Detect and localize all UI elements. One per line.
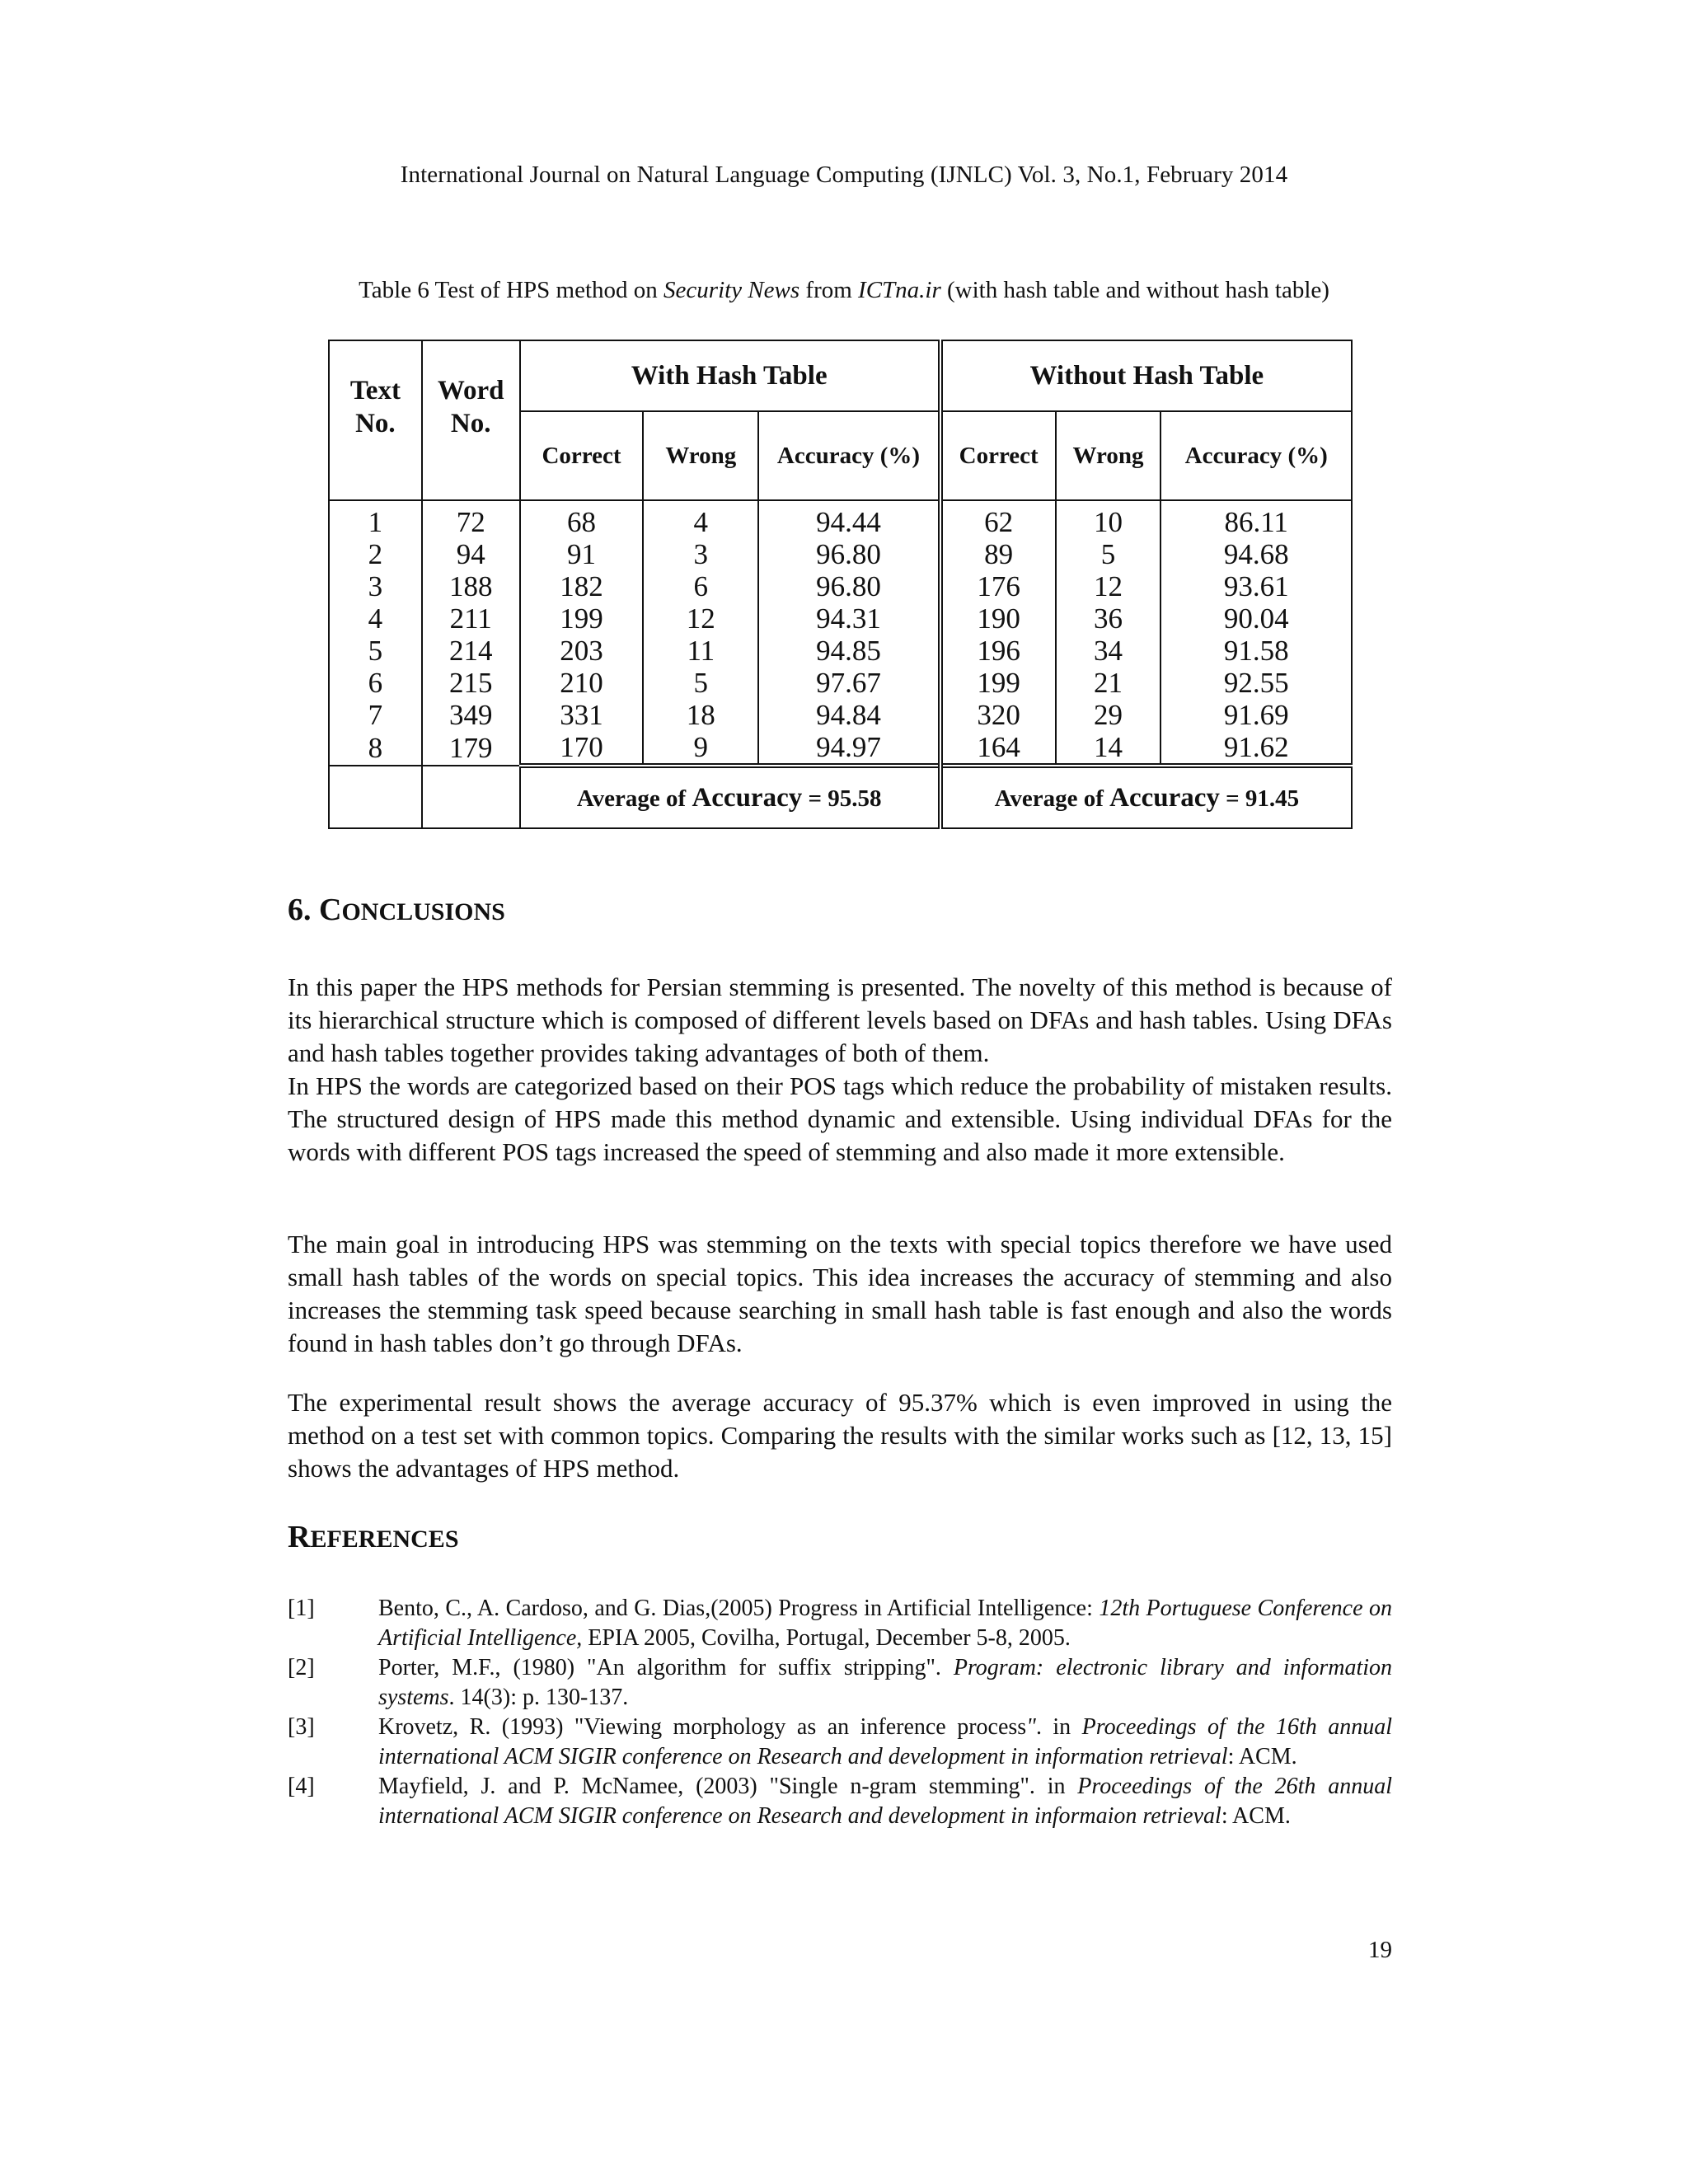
table-row <box>329 500 1352 538</box>
conclusions-paragraph-2: In HPS the words are categorized based on their POS tags which reduce the probability of mistaken results. The structured design of HPS made this method dynamic and extensible. Using individual DFAs for the words with different POS tags increased the speed of stemming and also made it more extensible. <box>288 1071 1392 1166</box>
cell: 96.80 <box>758 538 940 570</box>
reference-number: [4] <box>288 1774 315 1799</box>
cell: 94.97 <box>758 731 940 766</box>
cell: 210 <box>520 667 644 699</box>
cell: 215 <box>422 667 520 699</box>
avg-value-without: = 91.45 <box>1219 785 1300 812</box>
ref-italic: Proceedings of the 26th annual international ACM SIGIR conference on Research and development in informaion retrieval <box>378 1774 1392 1829</box>
cell: 72 <box>422 500 520 538</box>
cell: 3 <box>329 570 422 602</box>
cell: 4 <box>329 602 422 635</box>
caption-mid: from <box>799 277 859 303</box>
ref-part: . 14(3): p. 130-137. <box>448 1685 629 1710</box>
cell: 91.58 <box>1160 635 1352 667</box>
caption-site: ICTna.ir <box>858 277 941 303</box>
cell: 92.55 <box>1160 667 1352 699</box>
ref-italic: 12th Portuguese Conference on Artificial Intelligence, <box>378 1596 1392 1651</box>
table-body <box>329 500 1352 766</box>
reference-number: [1] <box>288 1596 315 1621</box>
cell: 29 <box>1056 699 1161 731</box>
conclusions-paragraph-1: In this paper the HPS methods for Persian stemming is presented. The novelty of this method is because of its hierarchical structure which is composed of different levels based on DFAs and hash tables. Using DFAs and hash tables together provides taking advantages of both of them. <box>288 972 1392 1067</box>
section-heading-conclusions <box>288 892 505 928</box>
reference-number: [3] <box>288 1714 315 1740</box>
cell: 8 <box>329 731 422 766</box>
cell: 1 <box>329 500 422 538</box>
reference-text <box>378 1772 1392 1831</box>
sub-header-wrong: Wrong <box>643 411 758 500</box>
ref-part: Porter, M.F., (1980) "An algorithm for suffix stripping". <box>378 1655 954 1680</box>
cell: 12 <box>1056 570 1161 602</box>
table-row <box>329 699 1352 731</box>
cell: 331 <box>520 699 644 731</box>
caption-suffix: (with hash table and without hash table) <box>940 277 1329 303</box>
avg-label: Average of <box>576 785 692 812</box>
cell: 97.67 <box>758 667 940 699</box>
cell: 349 <box>422 699 520 731</box>
ref-part: : ACM. <box>1227 1744 1297 1769</box>
sub-header-correct: Correct <box>940 411 1056 500</box>
cell: 86.11 <box>1160 500 1352 538</box>
cell: 196 <box>940 635 1056 667</box>
table-row <box>329 602 1352 635</box>
cell: 188 <box>422 570 520 602</box>
reference-number: [2] <box>288 1655 315 1680</box>
cell: 164 <box>940 731 1056 766</box>
cell: 11 <box>643 635 758 667</box>
group-header-without-hash: Without Hash Table <box>940 340 1352 411</box>
ref-part: Bento, C., A. Cardoso, and G. Dias,(2005) Progress in Artificial Intelligence: <box>378 1596 1100 1621</box>
cell: 94 <box>422 538 520 570</box>
cell: 199 <box>940 667 1056 699</box>
cell: 94.31 <box>758 602 940 635</box>
cell: 176 <box>940 570 1056 602</box>
avg-value-with: = 95.58 <box>802 785 882 812</box>
cell: 91.62 <box>1160 731 1352 766</box>
ref-italic: " <box>1026 1714 1036 1740</box>
cell: 89 <box>940 538 1056 570</box>
cell: 94.85 <box>758 635 940 667</box>
running-header: International Journal on Natural Language Computing (IJNLC) Vol. 3, No.1, February 2014 <box>400 162 1288 188</box>
ref-part: Mayfield, J. and P. McNamee, (2003) "Single n-gram stemming". in <box>378 1774 1078 1799</box>
page-number: 19 <box>1368 1937 1392 1963</box>
reference-item <box>288 1653 1392 1713</box>
table-row <box>329 570 1352 602</box>
reference-text <box>378 1594 1392 1653</box>
group-header-with-hash: With Hash Table <box>520 340 940 411</box>
avg-word: Accuracy <box>692 782 803 813</box>
reference-text <box>378 1653 1392 1713</box>
cell: 12 <box>643 602 758 635</box>
cell: 10 <box>1056 500 1161 538</box>
cell: 7 <box>329 699 422 731</box>
average-with-hash <box>520 766 940 828</box>
cell: 3 <box>643 538 758 570</box>
heading-initial: R <box>288 1520 311 1554</box>
cell: 170 <box>520 731 644 766</box>
cell: 214 <box>422 635 520 667</box>
cell: 96.80 <box>758 570 940 602</box>
caption-source-name: Security News <box>663 277 800 303</box>
sub-header-accuracy: Accuracy (%) <box>1160 411 1352 500</box>
cell: 6 <box>643 570 758 602</box>
reference-item <box>288 1772 1392 1831</box>
reference-text <box>378 1713 1392 1772</box>
empty-cell <box>422 766 520 828</box>
table-row <box>329 538 1352 570</box>
ref-part: : ACM. <box>1221 1803 1291 1829</box>
cell: 91.69 <box>1160 699 1352 731</box>
table-row <box>329 635 1352 667</box>
conclusions-paragraph-3: The main goal in introducing HPS was stemming on the texts with special topics therefore we have used small hash tables of the words on special topics. This idea increases the accuracy of stemming and also increases the stemming task speed because searching in small hash table is fast enough and also the words found in hash tables don’t go through DFAs. <box>288 1230 1392 1357</box>
col-header-text-no: Text No. <box>329 340 422 500</box>
table-row <box>329 667 1352 699</box>
cell: 199 <box>520 602 644 635</box>
sub-header-correct: Correct <box>520 411 644 500</box>
section-number: 6. <box>288 893 319 927</box>
col-header-word-no: Word No. <box>422 340 520 500</box>
cell: 5 <box>1056 538 1161 570</box>
cell: 21 <box>1056 667 1161 699</box>
sub-header-accuracy: Accuracy (%) <box>758 411 940 500</box>
cell: 90.04 <box>1160 602 1352 635</box>
reference-item <box>288 1594 1392 1653</box>
cell: 320 <box>940 699 1056 731</box>
average-without-hash <box>940 766 1352 828</box>
cell: 91 <box>520 538 644 570</box>
reference-item <box>288 1713 1392 1772</box>
cell: 68 <box>520 500 644 538</box>
cell: 62 <box>940 500 1056 538</box>
caption-prefix: Table 6 Test of HPS method on <box>359 277 664 303</box>
table-caption <box>0 277 1688 304</box>
cell: 94.84 <box>758 699 940 731</box>
cell: 36 <box>1056 602 1161 635</box>
cell: 93.61 <box>1160 570 1352 602</box>
cell: 5 <box>329 635 422 667</box>
ref-part: EPIA 2005, Covilha, Portugal, December 5-8, 2005. <box>582 1625 1071 1651</box>
cell: 4 <box>643 500 758 538</box>
empty-cell <box>329 766 422 828</box>
ref-italic: Proceedings of the 16th annual international ACM SIGIR conference on Research and development in information retrieval <box>378 1714 1392 1769</box>
cell: 5 <box>643 667 758 699</box>
cell: 179 <box>422 731 520 766</box>
ref-part: . in <box>1035 1714 1082 1740</box>
ref-part: Krovetz, R. (1993) "Viewing morphology as an inference process <box>378 1714 1027 1740</box>
conclusions-paragraph-4: The experimental result shows the average accuracy of 95.37% which is even improved in using the method on a test set with common topics. Comparing the results with the similar works such as [12, 13, 15] shows the advantages of HPS method. <box>288 1388 1392 1483</box>
cell: 94.68 <box>1160 538 1352 570</box>
avg-label: Average of <box>994 785 1110 812</box>
average-row <box>329 766 1352 828</box>
table-row <box>329 731 1352 766</box>
sub-header-wrong: Wrong <box>1056 411 1161 500</box>
references-list <box>288 1594 1392 1831</box>
section-heading-references <box>288 1519 459 1555</box>
cell: 211 <box>422 602 520 635</box>
cell: 182 <box>520 570 644 602</box>
heading-initial: C <box>319 893 342 927</box>
cell: 2 <box>329 538 422 570</box>
cell: 94.44 <box>758 500 940 538</box>
heading-rest: EFERENCES <box>310 1526 459 1553</box>
cell: 9 <box>643 731 758 766</box>
avg-word: Accuracy <box>1109 782 1220 813</box>
cell: 18 <box>643 699 758 731</box>
heading-rest: ONCLUSIONS <box>341 898 505 926</box>
cell: 190 <box>940 602 1056 635</box>
cell: 34 <box>1056 635 1161 667</box>
results-table <box>328 340 1353 829</box>
cell: 14 <box>1056 731 1161 766</box>
ref-italic: Program: electronic library and information systems <box>378 1655 1393 1710</box>
cell: 6 <box>329 667 422 699</box>
cell: 203 <box>520 635 644 667</box>
